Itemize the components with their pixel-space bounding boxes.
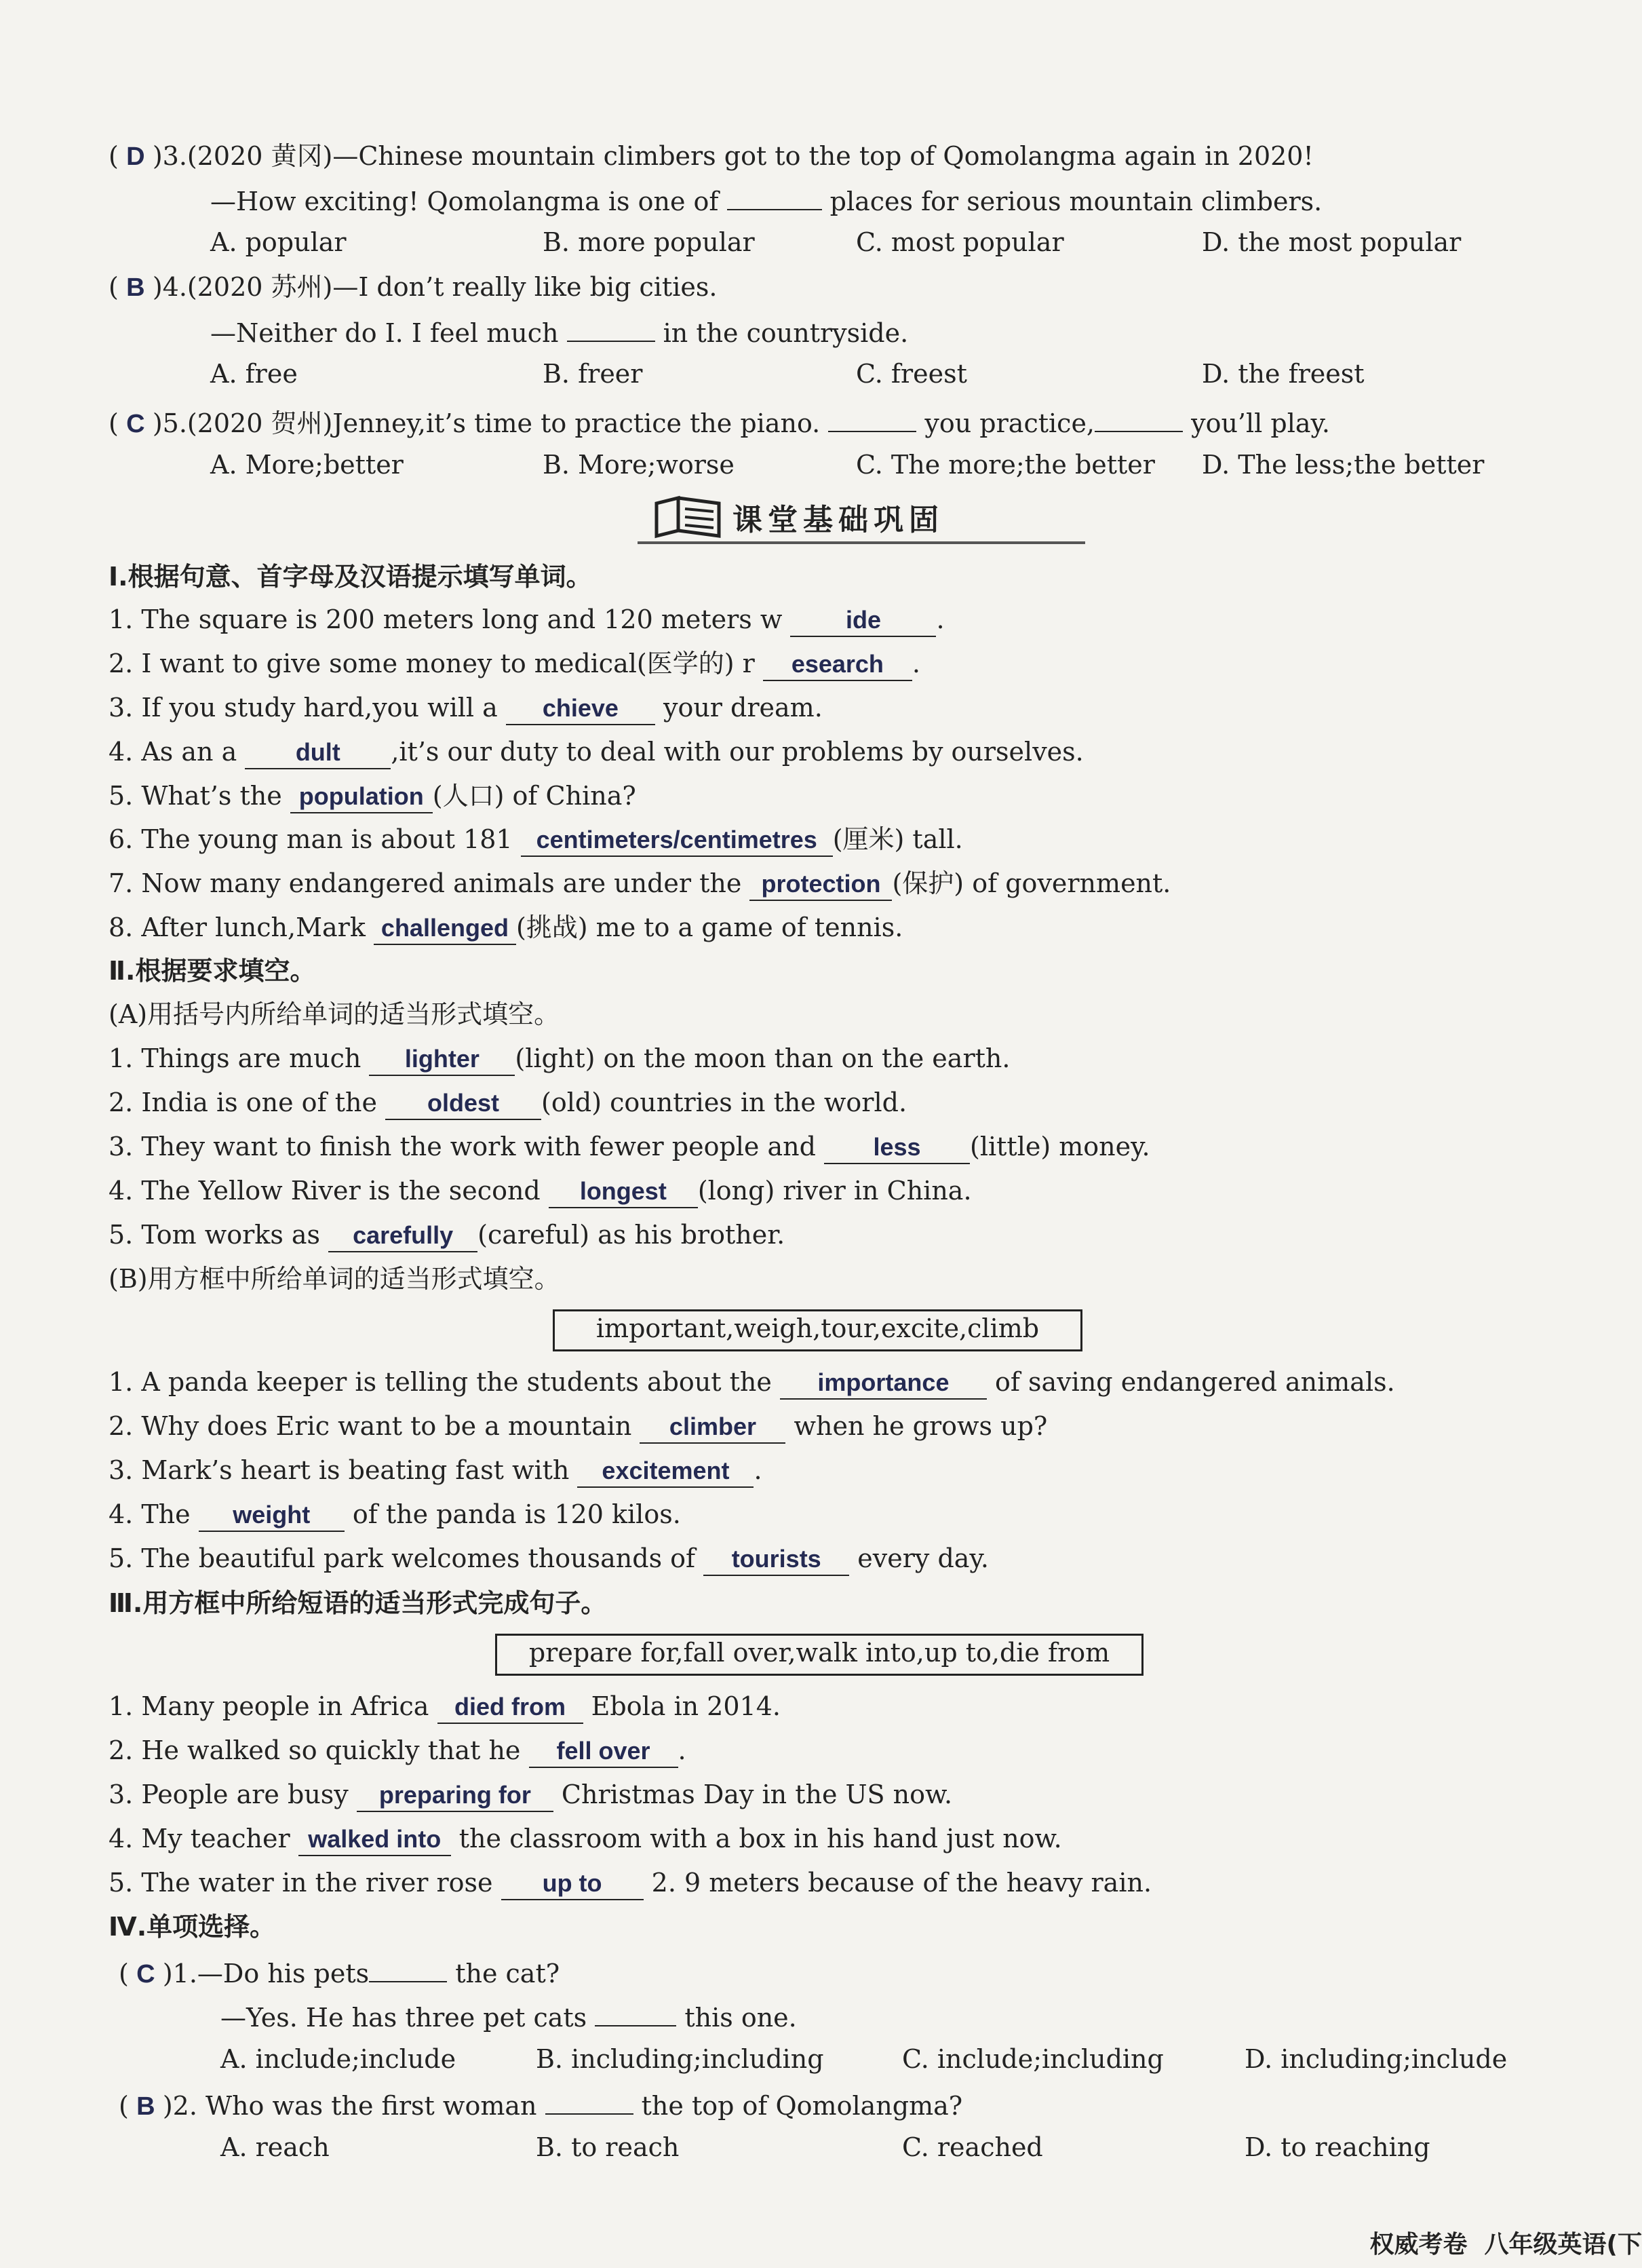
answer: challenged	[374, 912, 516, 945]
answer: fell over	[529, 1735, 678, 1768]
answer: lighter	[369, 1043, 515, 1076]
answer: tourists	[703, 1543, 849, 1576]
answer: oldest	[385, 1088, 541, 1120]
answer: dult	[245, 737, 391, 769]
answer: esearch	[763, 649, 912, 681]
answer: walked into	[298, 1824, 451, 1856]
q4-option-d: D. the freest	[1202, 359, 1365, 389]
section-2b-instruction: (B)用方框中所给单词的适当形式填空。	[109, 1264, 560, 1294]
blank	[567, 313, 655, 342]
sec2a-item-4: 4. The Yellow River is the second longest (long) river in China.	[109, 1174, 972, 1208]
q5-line1: ( C )5.(2020 贺州)Jenney,it’s time to practice the piano. you practice, you’ll play.	[109, 404, 1330, 441]
sec3-item-3: 3. People are busy preparing for Christmas Day in the US now.	[109, 1777, 952, 1812]
answer: weight	[199, 1499, 345, 1532]
answer: died from	[437, 1691, 583, 1724]
sec3-item-2: 2. He walked so quickly that he fell over .	[109, 1733, 686, 1768]
answer: up to	[501, 1868, 644, 1900]
sec2b-item-5: 5. The beautiful park welcomes thousands of tourists every day.	[109, 1541, 989, 1576]
blank	[1095, 404, 1183, 432]
sec3-item-4: 4. My teacher walked into the classroom with a box in his hand just now.	[109, 1822, 1062, 1856]
sec1-item-4: 4. As an a dult ,it’s our duty to deal with our problems by ourselves.	[109, 735, 1084, 769]
section-banner	[638, 488, 1085, 550]
sec3-item-5: 5. The water in the river rose up to 2. 9 meters because of the heavy rain.	[109, 1866, 1152, 1900]
sec1-item-7: 7. Now many endangered animals are under the protection (保护) of government.	[109, 866, 1171, 901]
blank	[545, 2086, 633, 2115]
q3-answer: D	[126, 142, 145, 171]
section-3-heading: Ⅲ.用方框中所给短语的适当形式完成句子。	[109, 1588, 607, 1618]
q4-answer: B	[126, 273, 145, 302]
book-icon	[651, 494, 726, 541]
answer: climber	[640, 1411, 785, 1444]
answer: protection	[749, 868, 892, 901]
q3-option-b: B. more popular	[543, 227, 755, 257]
sec2b-item-2: 2. Why does Eric want to be a mountain climber when he grows up?	[109, 1409, 1047, 1444]
q4-line2: —Neither do I. I feel much in the countryside.	[210, 313, 908, 350]
q4-option-a: A. free	[210, 359, 298, 389]
q5-answer: C	[126, 410, 145, 438]
q3-option-a: A. popular	[210, 227, 347, 257]
sec2b-item-3: 3. Mark’s heart is beating fast with excitement .	[109, 1453, 762, 1488]
sec4-q1-option-d: D. including;include	[1245, 2044, 1508, 2074]
q4-option-b: B. freer	[543, 359, 643, 389]
page-footer: 权威考卷 八年级英语(下	[1369, 2231, 1642, 2259]
blank	[369, 1954, 447, 1982]
blank	[595, 1998, 676, 2026]
sec1-item-6: 6. The young man is about 181 centimeters/centimetres (厘米) tall.	[109, 822, 963, 857]
sec4-q2-option-c: C. reached	[902, 2132, 1043, 2162]
sec2a-item-2: 2. India is one of the oldest (old) countries in the world.	[109, 1085, 907, 1120]
answer: population	[290, 781, 433, 813]
answer: importance	[780, 1367, 987, 1400]
sec4-q1-option-b: B. including;including	[536, 2044, 824, 2074]
section-1-heading: Ⅰ.根据句意、首字母及汉语提示填写单词。	[109, 562, 592, 592]
sec4-q1-line1: ( C )1.—Do his pets the cat?	[119, 1954, 560, 1991]
sec4-q1-option-c: C. include;including	[902, 2044, 1164, 2074]
section-4-heading: Ⅳ.单项选择。	[109, 1912, 276, 1942]
sec1-item-1: 1. The square is 200 meters long and 120 meters w ide .	[109, 602, 945, 637]
q3-option-d: D. the most popular	[1202, 227, 1462, 257]
sec4-q2-option-a: A. reach	[220, 2132, 330, 2162]
q5-option-c: C. The more;the better	[856, 450, 1155, 480]
q4-option-c: C. freest	[856, 359, 967, 389]
sec4-q1-line2: —Yes. He has three pet cats this one.	[220, 1998, 797, 2035]
answer: preparing for	[357, 1780, 553, 1812]
answer: chieve	[506, 693, 655, 725]
answer: ide	[790, 604, 936, 637]
phrase-box: prepare for,fall over,walk into,up to,die from	[495, 1634, 1143, 1676]
q3-line2: —How exciting! Qomolangma is one of places for serious mountain climbers.	[210, 182, 1322, 218]
sec2a-item-5: 5. Tom works as carefully (careful) as his brother.	[109, 1218, 785, 1252]
sec2a-item-1: 1. Things are much lighter (light) on the moon than on the earth.	[109, 1041, 1010, 1076]
blank	[828, 404, 916, 432]
sec4-q2-option-d: D. to reaching	[1245, 2132, 1430, 2162]
q5-option-d: D. The less;the better	[1202, 450, 1485, 480]
answer: less	[824, 1132, 970, 1164]
section-2-heading: Ⅱ.根据要求填空。	[109, 956, 316, 986]
answer: excitement	[577, 1455, 754, 1488]
section-2a-instruction: (A)用括号内所给单词的适当形式填空。	[109, 999, 560, 1029]
q3-option-c: C. most popular	[856, 227, 1064, 257]
sec2b-item-1: 1. A panda keeper is telling the students about the importance of saving endangered animals.	[109, 1365, 1395, 1400]
sec2a-item-3: 3. They want to finish the work with fewer people and less (little) money.	[109, 1130, 1150, 1164]
q5-option-a: A. More;better	[210, 450, 404, 480]
sec3-item-1: 1. Many people in Africa died from Ebola in 2014.	[109, 1689, 781, 1724]
q3-line1: ( D )3.(2020 黄冈)—Chinese mountain climbers got to the top of Qomolangma again in 2020!	[109, 139, 1314, 174]
banner-title: 课堂基础巩固	[732, 503, 944, 537]
blank	[727, 182, 822, 210]
sec4-q1-option-a: A. include;include	[220, 2044, 456, 2074]
banner-rule	[638, 541, 1085, 544]
sec4-q2-answer: B	[136, 2092, 155, 2121]
sec1-item-8: 8. After lunch,Mark challenged (挑战) me to a game of tennis.	[109, 910, 903, 945]
answer: centimeters/centimetres	[521, 824, 833, 857]
answer: longest	[549, 1176, 698, 1208]
q4-line1: ( B )4.(2020 苏州)—I don’t really like big cities.	[109, 270, 717, 305]
sec1-item-5: 5. What’s the population (人口) of China?	[109, 779, 636, 813]
sec4-q2-option-b: B. to reach	[536, 2132, 680, 2162]
sec1-item-2: 2. I want to give some money to medical(医学的) r esearch .	[109, 647, 920, 681]
sec2b-item-4: 4. The weight of the panda is 120 kilos.	[109, 1497, 681, 1532]
q5-option-b: B. More;worse	[543, 450, 735, 480]
answer: carefully	[328, 1220, 477, 1252]
sec1-item-3: 3. If you study hard,you will a chieve your dream.	[109, 691, 823, 725]
word-box: important,weigh,tour,excite,climb	[553, 1309, 1082, 1351]
sec4-q2-line1: ( B )2. Who was the first woman the top of Qomolangma?	[119, 2086, 962, 2123]
sec4-q1-answer: C	[136, 1960, 155, 1988]
